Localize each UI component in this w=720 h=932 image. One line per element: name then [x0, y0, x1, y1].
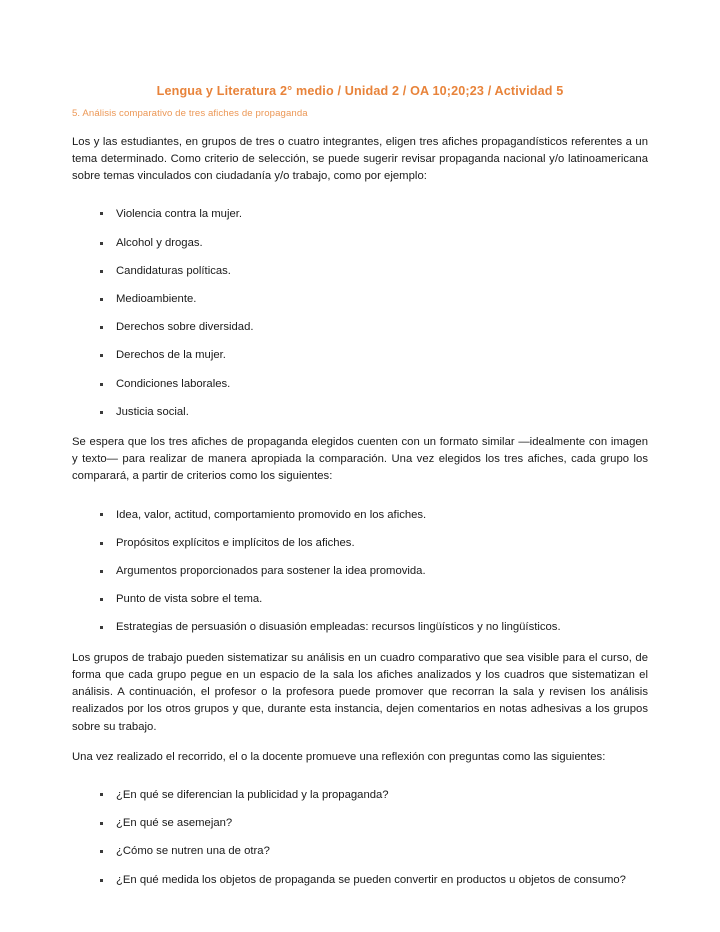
list-item: Punto de vista sobre el tema.: [72, 580, 648, 608]
list-item: Argumentos proporcionados para sostener la idea promovida.: [72, 552, 648, 580]
list-item: Propósitos explícitos e implícitos de los afiches.: [72, 524, 648, 552]
questions-list: [72, 766, 648, 889]
list-item: Medioambiente.: [72, 280, 648, 308]
list-item: Candidaturas políticas.: [72, 252, 648, 280]
list-item: Idea, valor, actitud, comportamiento promovido en los afiches.: [72, 495, 648, 524]
criteria-paragraph: Se espera que los tres afiches de propaganda elegidos cuenten con un formato similar —idealmente con imagen y texto— para realizar de manera apropiada la comparación. Una vez elegidos los tres afiches, cada grupo los comparará, a partir de criterios como los siguientes:: [72, 436, 648, 483]
document-content: [72, 0, 648, 889]
page-title: Lengua y Literatura 2° medio / Unidad 2 / OA 10;20;23 / Actividad 5: [156, 84, 564, 98]
list-item: Justicia social.: [72, 393, 648, 421]
systematization-paragraph: Los grupos de trabajo pueden sistematizar su análisis en un cuadro comparativo que sea visible para el curso, de forma que cada grupo pegue en un espacio de la sala los afiches analizados y los cuadros que sistematizan el análisis. A continuación, el profesor o la profesora puede promover que recorran la sala y revisen los análisis realizados por los otros grupos y que, durante esta instancia, dejen comentarios en notas adhesivas a los grupos sobre su trabajo.: [72, 651, 648, 733]
intro-paragraph: Los y las estudiantes, en grupos de tres o cuatro integrantes, eligen tres afiches propagandísticos referentes a un tema determinado. Como criterio de selección, se puede sugerir revisar propaganda nacional y/o latinoamericana sobre temas vinculados con ciudadanía y/o trabajo, como por ejemplo:: [72, 135, 648, 183]
list-item: ¿En qué medida los objetos de propaganda se pueden convertir en productos u objetos de consumo?: [72, 861, 648, 889]
list-item: Violencia contra la mujer.: [72, 194, 648, 223]
list-item: Derechos de la mujer.: [72, 336, 648, 364]
list-item: ¿En qué se diferencian la publicidad y la propaganda?: [72, 775, 648, 804]
list-item: Derechos sobre diversidad.: [72, 308, 648, 336]
list-item: Alcohol y drogas.: [72, 224, 648, 252]
topics-list: [72, 185, 648, 421]
activity-subtitle: 5. Análisis comparativo de tres afiches de propaganda: [72, 108, 308, 120]
list-item: Estrategias de persuasión o disuasión empleadas: recursos lingüísticos y no lingüísticos.: [72, 608, 648, 636]
list-item: Condiciones laborales.: [72, 365, 648, 393]
list-item: ¿En qué se asemejan?: [72, 804, 648, 832]
reflection-paragraph: Una vez realizado el recorrido, el o la docente promueve una reflexión con preguntas como las siguientes:: [72, 750, 606, 763]
list-item: ¿Cómo se nutren una de otra?: [72, 832, 648, 860]
criteria-list: [72, 486, 648, 637]
